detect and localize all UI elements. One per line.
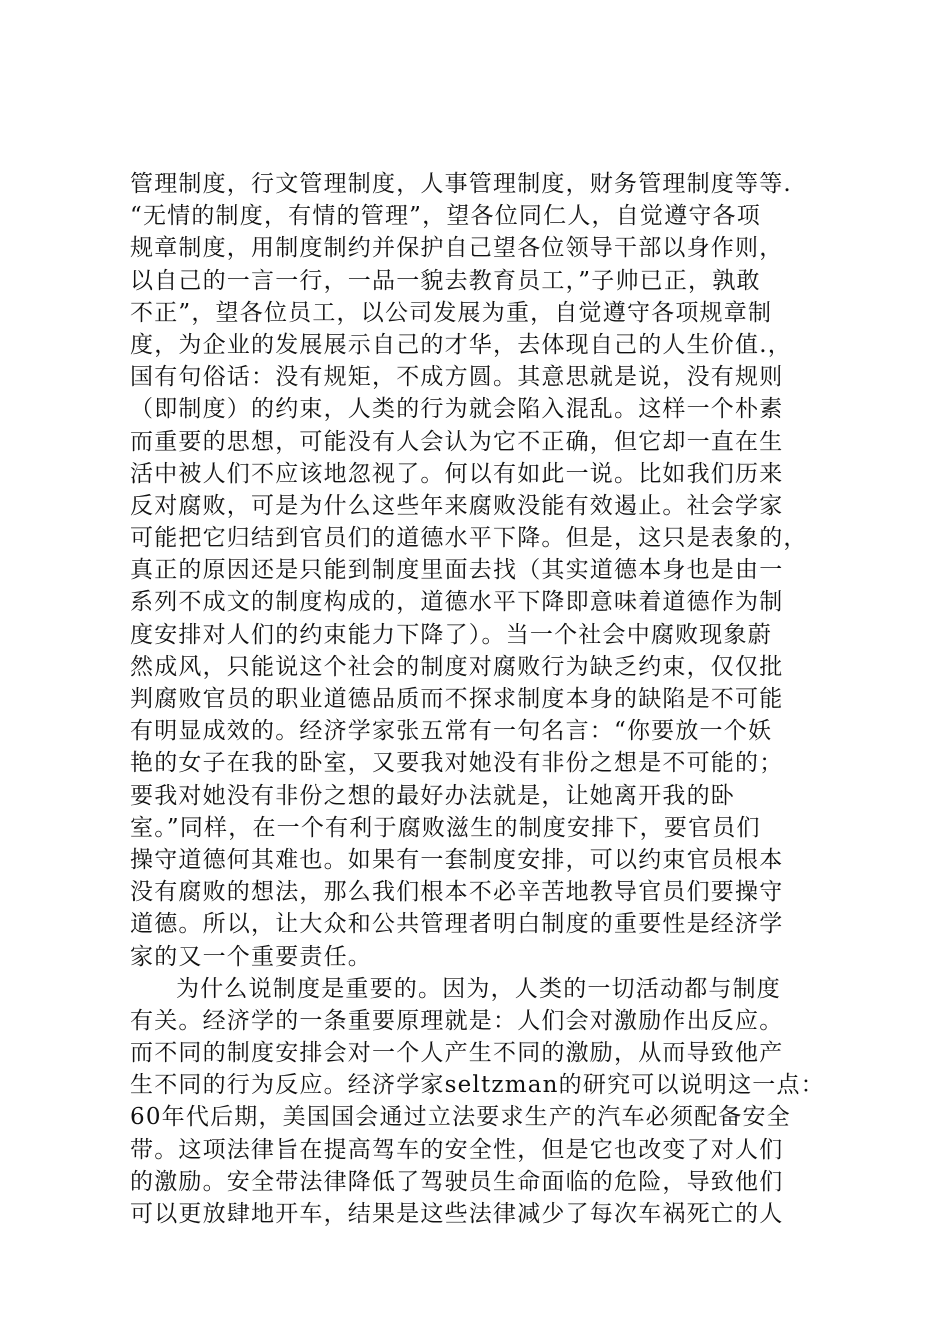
text-line: 有关。经济学的一条重要原理就是：人们会对激励作出反应。 bbox=[130, 1007, 784, 1034]
text-line: 活中被人们不应该地忽视了。何以有如此一说。比如我们历来 bbox=[130, 460, 784, 487]
text-line: 没有腐败的想法，那么我们根本不必辛苦地教导官员们要操守 bbox=[130, 879, 784, 906]
text-line: 生不同的行为反应。经济学家seltzman的研究可以说明这一点： bbox=[130, 1072, 825, 1099]
text-line: 可能把它归结到官员们的道德水平下降。但是，这只是表象的， bbox=[130, 525, 808, 552]
text-line: （即制度）的约束，人类的行为就会陷入混乱。这样一个朴素 bbox=[130, 396, 784, 423]
text-line: 而重要的思想，可能没有人会认为它不正确，但它却一直在生 bbox=[130, 428, 784, 455]
text-line: 操守道德何其难也。如果有一套制度安排，可以约束官员根本 bbox=[130, 846, 784, 873]
text-line: 系列不成文的制度构成的，道德水平下降即意味着道德作为制 bbox=[130, 589, 784, 616]
text-line: 真正的原因还是只能到制度里面去找（其实道德本身也是由一 bbox=[130, 557, 784, 584]
text-line: 带。这项法律旨在提高驾车的安全性，但是它也改变了对人们 bbox=[130, 1136, 784, 1163]
text-line: 管理制度，行文管理制度，人事管理制度，财务管理制度等等. bbox=[130, 171, 792, 197]
paragraph-start-line: 为什么说制度是重要的。因为，人类的一切活动都与制度 bbox=[176, 975, 781, 1002]
text-line: 艳的女子在我的卧室，又要我对她没有非份之想是不可能的； bbox=[130, 750, 784, 777]
text-line: 室。”同样，在一个有利于腐败滋生的制度安排下，要官员们 bbox=[130, 814, 761, 841]
text-line: 的激励。安全带法律降低了驾驶员生命面临的危险，导致他们 bbox=[130, 1168, 784, 1195]
text-line: 度安排对人们的约束能力下降了）。当一个社会中腐败现象蔚 bbox=[130, 621, 772, 648]
text-line: 而不同的制度安排会对一个人产生不同的激励，从而导致他产 bbox=[130, 1040, 784, 1067]
text-line: 判腐败官员的职业道德品质而不探求制度本身的缺陷是不可能 bbox=[130, 686, 784, 712]
text-line: 规章制度，用制度制约并保护自己望各位领导干部以身作则， bbox=[130, 235, 784, 262]
text-line: 然成风，只能说这个社会的制度对腐败行为缺乏约束，仅仅批 bbox=[130, 653, 784, 680]
text-line: 以自己的一言一行，一品一貌去教育员工，”子帅已正，孰敢 bbox=[130, 267, 761, 294]
text-line: 要我对她没有非份之想的最好办法就是，让她离开我的卧 bbox=[130, 782, 735, 809]
text-line: 不正”，望各位员工，以公司发展为重，自觉遵守各项规章制 bbox=[130, 299, 773, 326]
text-line: 度，为企业的发展展示自己的才华，去体现自己的人生价值.， bbox=[130, 331, 792, 358]
text-line: 60年代后期，美国国会通过立法要求生产的汽车必须配备安全 bbox=[130, 1104, 791, 1131]
text-line: “无情的制度，有情的管理”，望各位同仁人，自觉遵守各项 bbox=[130, 203, 761, 230]
text-line: 家的又一个重要责任。 bbox=[130, 943, 372, 970]
body-text bbox=[130, 168, 830, 1230]
text-line: 道德。所以，让大众和公共管理者明白制度的重要性是经济学 bbox=[130, 911, 784, 938]
text-line: 反对腐败，可是为什么这些年来腐败没能有效遏止。社会学家 bbox=[130, 492, 784, 519]
text-line: 有明显成效的。经济学家张五常有一句名言：“你要放一个妖 bbox=[130, 718, 773, 745]
text-line: 可以更放肆地开车，结果是这些法律减少了每次车祸死亡的人 bbox=[130, 1201, 784, 1227]
text-line: 国有句俗话：没有规矩，不成方圆。其意思就是说，没有规则 bbox=[130, 364, 784, 391]
